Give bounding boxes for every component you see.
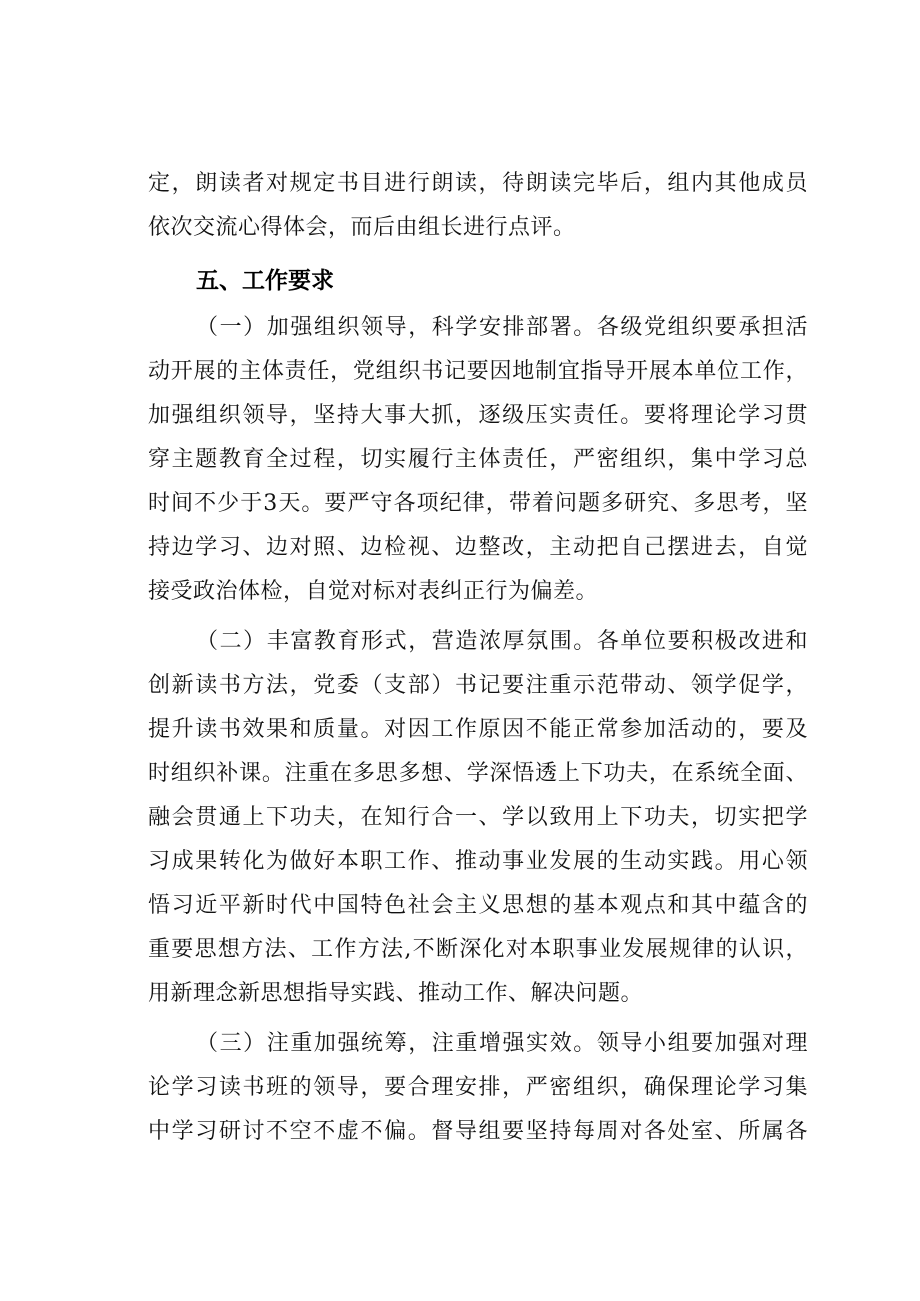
text-line: 加强组织领导，坚持大事大抓，逐级压实责任。要将理论学习贯 — [148, 403, 808, 428]
text-line: 提升读书效果和质量。对因工作原因不能正常参加活动的，要及 — [148, 717, 808, 742]
text-line: （二）丰富教育形式，营造浓厚氛围。各单位要积极改进和 — [196, 629, 808, 654]
intro-paragraph — [148, 162, 808, 250]
text-line: 依次交流心得体会，而后由组长进行点评。 — [148, 215, 576, 240]
text-line: 论学习读书班的领导，要合理安排，严密组织，确保理论学习集 — [148, 1075, 808, 1100]
text-line: 持边学习、边对照、边检视、边整改，主动把自己摆进去，自觉 — [148, 535, 808, 560]
section-heading: 五、工作要求 — [196, 268, 334, 294]
text-line: （一）加强组织领导，科学安排部署。各级党组织要承担活 — [196, 315, 808, 340]
text-line: 时组织补课。注重在多思多想、学深悟透上下功夫，在系统全面、 — [148, 761, 808, 786]
paragraph-2 — [148, 620, 808, 1016]
text-line: 悟习近平新时代中国特色社会主义思想的基本观点和其中蕴含的 — [148, 893, 808, 918]
text-line: 穿主题教育全过程，切实履行主体责任，严密组织，集中学习总 — [148, 447, 808, 472]
text-line: 接受政治体检，自觉对标对表纠正行为偏差。 — [148, 579, 599, 604]
text-line: 重要思想方法、工作方法,不断深化对本职事业发展规律的认识， — [148, 937, 808, 962]
text-line: （三）注重加强统筹，注重增强实效。领导小组要加强对理 — [196, 1031, 808, 1056]
paragraph-3 — [148, 1022, 808, 1154]
text-line: 定，朗读者对规定书目进行朗读，待朗读完毕后，组内其他成员 — [148, 171, 808, 196]
text-line: 创新读书方法，党委（支部）书记要注重示范带动、领学促学， — [148, 673, 808, 698]
text-line: 用新理念新思想指导实践、推动工作、解决问题。 — [148, 981, 644, 1006]
document-body — [148, 162, 808, 1154]
text-line: 中学习研讨不空不虚不偏。督导组要坚持每周对各处室、所属各 — [148, 1119, 808, 1144]
text-line: 动开展的主体责任，党组织书记要因地制宜指导开展本单位工作， — [148, 359, 808, 384]
text-line: 融会贯通上下功夫，在知行合一、学以致用上下功夫，切实把学 — [148, 805, 808, 830]
text-line: 习成果转化为做好本职工作、推动事业发展的生动实践。用心领 — [148, 849, 808, 874]
paragraph-1 — [148, 306, 808, 614]
text-line: 时间不少于3天。要严守各项纪律，带着问题多研究、多思考，坚 — [148, 491, 808, 516]
